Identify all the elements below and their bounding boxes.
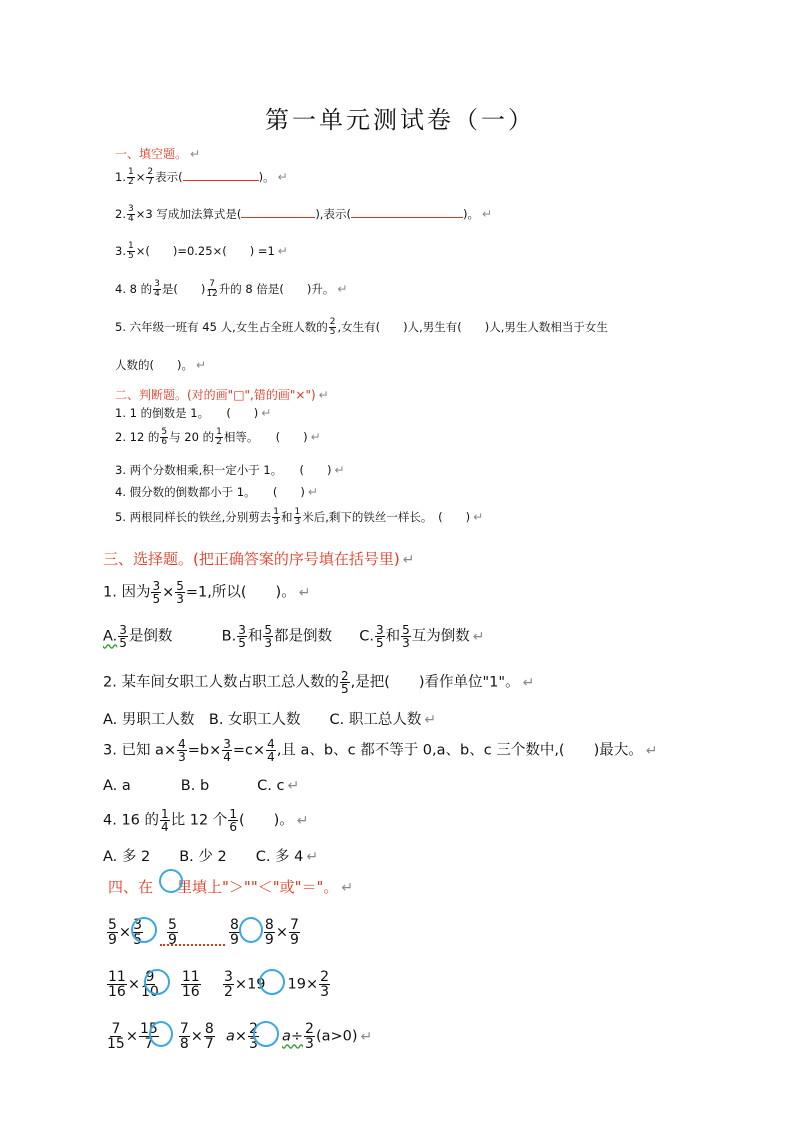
compare-circle-input[interactable] [144,969,170,995]
choice-q4: 4. 16 的 $\frac{1}{4}$ 比 12 个 $\frac{1}{6}$ ( )。 ↵ [103,807,309,834]
answer-blank[interactable] [183,170,259,181]
choice-q2: 2. 某车间女职工人数占职工总人数的 $\frac{2}{5}$ ,是把( )看作单位"1"。 ↵ [103,669,535,696]
compare-circle-icon [159,869,183,893]
compare-r2-left: $\frac{11}{16}$ × $\frac{9}{10}$ $\frac{11}{16}$ [108,969,200,1000]
choice-q1: 1. 因为 $\frac{3}{5}$ × $\frac{5}{3}$ =1,所以( )。 ↵ [103,579,311,606]
compare-r3-left: $\frac{7}{15}$ × $\frac{15}{7}$ $\frac{7}{8}$ × $\frac{8}{7}$ [107,1021,214,1052]
compare-circle-input[interactable] [239,917,263,943]
choice-q3-options: A. a B. b C. c ↵ [103,778,300,794]
fill-q5-line2: 人数的( )。 ↵ [115,358,207,372]
judge-q2: 2. 12 的 $\frac{5}{6}$ 与 20 的 $\frac{1}{2}$ 相等。 ( ) ↵ [115,427,321,447]
compare-r1-left: $\frac{5}{9}$ × $\frac{3}{5}$ $\frac{5}{9}$ [108,917,177,948]
fill-q5: 5. 六年级一班有 45 人,女生占全班人数的 $\frac{2}{5}$ ,女生有( )人,男生有( )人,男生人数相当于女生 [115,317,608,337]
judge-q3: 3. 两个分数相乘,积一定小于 1。 ( ) ↵ [115,463,345,477]
compare-r3-right: a× $\frac{2}{3}$ a÷ $\frac{2}{3}$ (a>0) ↵ [226,1021,373,1052]
fill-q2: 2. $\frac{3}{4}$ ×3 写成加法算式是( ),表示( )。 ↵ [115,204,493,224]
choice-q2-options: A. 男职工人数 B. 女职工人数 C. 职工总人数 ↵ [103,712,437,728]
judge-q4: 4. 假分数的倒数都小于 1。 ( ) ↵ [115,485,318,499]
page-title: 第一单元测试卷（一） [265,106,535,134]
wavy-underline [160,940,225,946]
section-judge-heading: 二、判断题。(对的画"□",错的画"×") ↵ [115,388,329,402]
compare-r1-right: $\frac{8}{9}$ $\frac{8}{9}$ × $\frac{7}{9}$ [230,917,299,948]
section-choice-heading: 三、选择题。(把正确答案的序号填在括号里) ↵ [103,550,415,568]
section-fill-blank-heading: 一、填空题。 ↵ [115,147,201,161]
judge-q1: 1. 1 的倒数是 1。 ( ) ↵ [115,406,272,420]
fill-q3: 3. $\frac{1}{5}$ ×( )=0.25×( ) =1 ↵ [115,241,288,261]
compare-circle-input[interactable] [131,917,157,943]
compare-r2-right: $\frac{3}{2}$ ×19 19× $\frac{2}{3}$ [224,969,330,1000]
compare-circle-input[interactable] [253,1021,279,1047]
fill-q1: 1. $\frac{1}{2}$ × $\frac{2}{7}$ 表示( )。 ↵ [115,167,288,187]
answer-blank[interactable] [241,207,315,218]
compare-circle-input[interactable] [149,1021,173,1047]
choice-q4-options: A. 多 2 B. 少 2 C. 多 4 ↵ [103,849,319,865]
judge-q5: 5. 两根同样长的铁丝,分别剪去 $\frac{1}{3}$ 和 $\frac{1}{3}$ 米后,剩下的铁丝一样长。 ( ) ↵ [115,507,484,527]
choice-q3: 3. 已知 a× $\frac{4}{3}$ =b× $\frac{3}{4}$ =c× $\frac{4}{4}$ ,且 a、b、c 都不等于 0,a、b、c 三个数中,( )最大。 ↵ [103,737,658,764]
answer-blank[interactable] [351,207,463,218]
fill-q4: 4. 8 的 $\frac{3}{4}$ 是( ) $\frac{7}{12}$ 升的 8 倍是( )升。 ↵ [115,279,348,299]
choice-q1-options: A. $\frac{3}{5}$ 是倒数 B. $\frac{3}{5}$ 和 $\frac{5}{3}$ 都是倒数 C. $\frac{3}{5}$ 和 $\frac{5}{3}$ 互为倒数 ↵ [103,623,485,650]
compare-circle-input[interactable] [259,969,285,995]
section-compare-heading: 四、在 里填上"＞""＜"或"＝"。 ↵ [108,878,354,896]
